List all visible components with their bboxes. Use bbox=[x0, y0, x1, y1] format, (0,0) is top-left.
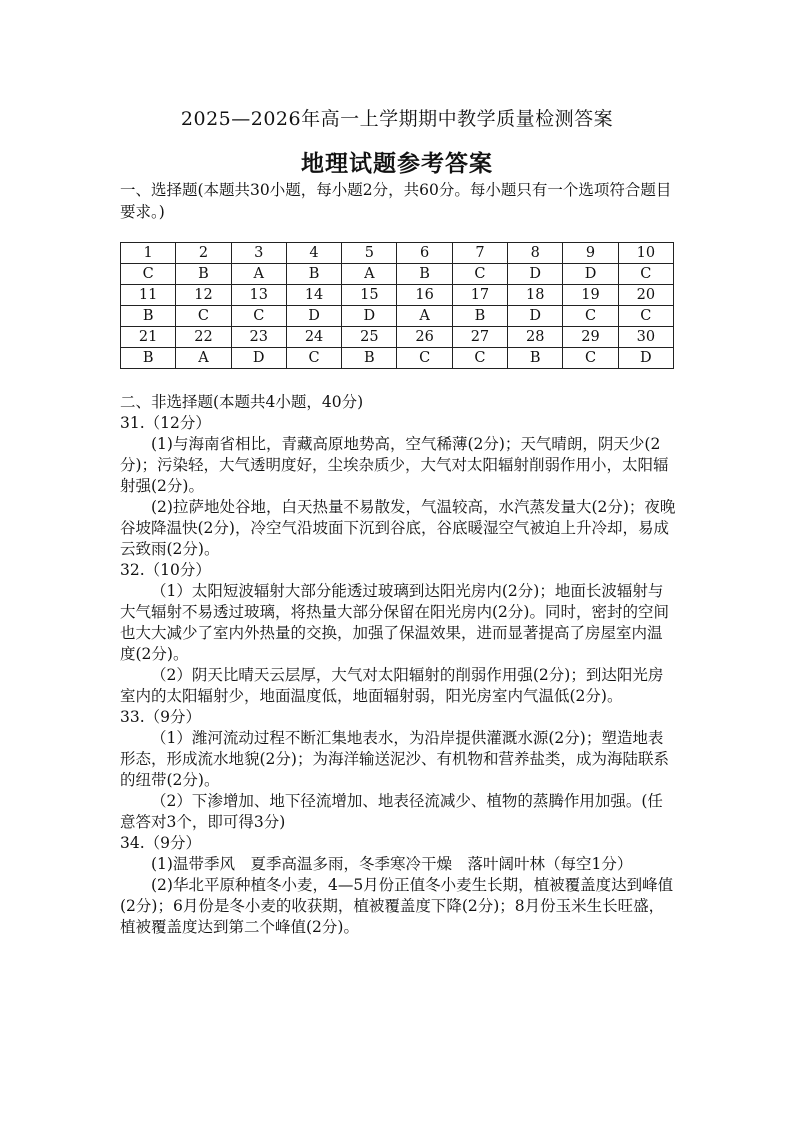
question-number-cell: 3 bbox=[231, 243, 286, 264]
answer-cell: D bbox=[342, 306, 397, 327]
answer-cell: B bbox=[508, 348, 563, 369]
question-number-cell: 27 bbox=[452, 327, 507, 348]
answer-cell: B bbox=[452, 306, 507, 327]
section2-content bbox=[120, 392, 676, 938]
answer-cell: B bbox=[286, 264, 341, 285]
question-number-cell: 5 bbox=[342, 243, 397, 264]
q34-label: 34.（9分） bbox=[120, 834, 202, 852]
q32-part1: （1）太阳短波辐射大部分能透过玻璃到达阳光房内(2分)；地面长波辐射与大气辐射不易透过玻璃，将热量大部分保留在阳光房内(2分)。同时，密封的空间也大大减少了室内外热量的交换，加强了保温效果，进而显著提高了房屋室内温度(2分)。 bbox=[120, 582, 669, 663]
answer-cell: C bbox=[452, 348, 507, 369]
q32-part2: （2）阴天比晴天云层厚，大气对太阳辐射的削弱作用强(2分)；到达阳光房室内的太阳辐射少，地面温度低，地面辐射弱，阳光房室内气温低(2分)。 bbox=[120, 666, 664, 705]
question-number-cell: 6 bbox=[397, 243, 452, 264]
answer-cell: A bbox=[342, 264, 397, 285]
question-number-cell: 18 bbox=[508, 285, 563, 306]
answer-cell: D bbox=[508, 306, 563, 327]
question-number-cell: 2 bbox=[176, 243, 231, 264]
question-number-row bbox=[121, 285, 674, 306]
question-number-cell: 21 bbox=[121, 327, 176, 348]
answer-cell: C bbox=[397, 348, 452, 369]
q34-part2: (2)华北平原种植冬小麦，4—5月份正值冬小麦生长期，植被覆盖度达到峰值(2分)；6月份是冬小麦的收获期，植被覆盖度下降(2分)；8月份玉米生长旺盛，植被覆盖度达到第二个峰值(2分)。 bbox=[120, 876, 674, 936]
answer-cell: C bbox=[176, 306, 231, 327]
question-number-cell: 12 bbox=[176, 285, 231, 306]
question-number-cell: 28 bbox=[508, 327, 563, 348]
question-number-cell: 1 bbox=[121, 243, 176, 264]
answer-cell: B bbox=[397, 264, 452, 285]
question-number-cell: 22 bbox=[176, 327, 231, 348]
q31-label: 31.（12分） bbox=[120, 414, 211, 432]
answer-cell: C bbox=[121, 264, 176, 285]
answer-cell: D bbox=[563, 264, 618, 285]
answer-cell: B bbox=[121, 348, 176, 369]
question-number-cell: 24 bbox=[286, 327, 341, 348]
answer-table bbox=[120, 242, 674, 369]
question-number-cell: 4 bbox=[286, 243, 341, 264]
question-number-cell: 25 bbox=[342, 327, 397, 348]
answer-cell: B bbox=[342, 348, 397, 369]
question-number-cell: 17 bbox=[452, 285, 507, 306]
answer-cell: D bbox=[508, 264, 563, 285]
question-number-cell: 19 bbox=[563, 285, 618, 306]
answer-cell: B bbox=[121, 306, 176, 327]
section1-heading: 一、选择题(本题共30小题，每小题2分，共60分。每小题只有一个选项符合题目要求。) bbox=[120, 181, 672, 221]
answer-row bbox=[121, 348, 674, 369]
question-number-cell: 7 bbox=[452, 243, 507, 264]
q33-part2: （2）下渗增加、地下径流增加、地表径流减少、植物的蒸腾作用加强。(任意答对3个，即可得3分) bbox=[120, 792, 663, 831]
answer-cell: C bbox=[286, 348, 341, 369]
answer-cell: B bbox=[176, 264, 231, 285]
document-subtitle: 地理试题参考答案 bbox=[301, 150, 493, 177]
answer-row bbox=[121, 306, 674, 327]
question-number-cell: 13 bbox=[231, 285, 286, 306]
question-number-cell: 10 bbox=[618, 243, 673, 264]
q34-part1: (1)温带季风 夏季高温多雨，冬季寒冷干燥 落叶阔叶林（每空1分） bbox=[151, 855, 633, 873]
answer-cell: C bbox=[563, 306, 618, 327]
answer-row bbox=[121, 264, 674, 285]
answer-cell: C bbox=[231, 306, 286, 327]
question-number-cell: 23 bbox=[231, 327, 286, 348]
question-number-cell: 15 bbox=[342, 285, 397, 306]
answer-cell: D bbox=[618, 348, 673, 369]
question-number-row bbox=[121, 327, 674, 348]
answer-cell: C bbox=[563, 348, 618, 369]
question-number-cell: 8 bbox=[508, 243, 563, 264]
q32-label: 32.（10分） bbox=[120, 561, 211, 579]
question-number-cell: 20 bbox=[618, 285, 673, 306]
answer-cell: A bbox=[231, 264, 286, 285]
answer-cell: C bbox=[452, 264, 507, 285]
question-number-cell: 11 bbox=[121, 285, 176, 306]
question-number-cell: 26 bbox=[397, 327, 452, 348]
answer-cell: D bbox=[286, 306, 341, 327]
q31-part1: (1)与海南省相比，青藏高原地势高，空气稀薄(2分)；天气晴朗，阴天少(2分)；污染轻，大气透明度好，尘埃杂质少，大气对太阳辐射削弱作用小，太阳辐射强(2分)。 bbox=[120, 435, 669, 495]
question-number-cell: 29 bbox=[563, 327, 618, 348]
answer-cell: A bbox=[176, 348, 231, 369]
document-title: 2025—2026年高一上学期期中教学质量检测答案 bbox=[180, 108, 614, 130]
question-number-cell: 9 bbox=[563, 243, 618, 264]
q31-part2: (2)拉萨地处谷地，白天热量不易散发，气温较高，水汽蒸发量大(2分)；夜晚谷坡降温快(2分)，冷空气沿坡面下沉到谷底，谷底暖湿空气被迫上升冷却，易成云致雨(2分)。 bbox=[120, 498, 676, 558]
answer-cell: A bbox=[397, 306, 452, 327]
q33-part1: （1）潍河流动过程不断汇集地表水，为沿岸提供灌溉水源(2分)；塑造地表形态，形成流水地貌(2分)；为海洋输送泥沙、有机物和营养盐类，成为海陆联系的纽带(2分)。 bbox=[120, 729, 669, 789]
question-number-cell: 30 bbox=[618, 327, 673, 348]
answer-cell: D bbox=[231, 348, 286, 369]
question-number-cell: 14 bbox=[286, 285, 341, 306]
answer-cell: C bbox=[618, 264, 673, 285]
answer-cell: C bbox=[618, 306, 673, 327]
section2-heading: 二、非选择题(本题共4小题，40分) bbox=[120, 393, 364, 411]
question-number-row bbox=[121, 243, 674, 264]
question-number-cell: 16 bbox=[397, 285, 452, 306]
q33-label: 33.（9分） bbox=[120, 708, 202, 726]
